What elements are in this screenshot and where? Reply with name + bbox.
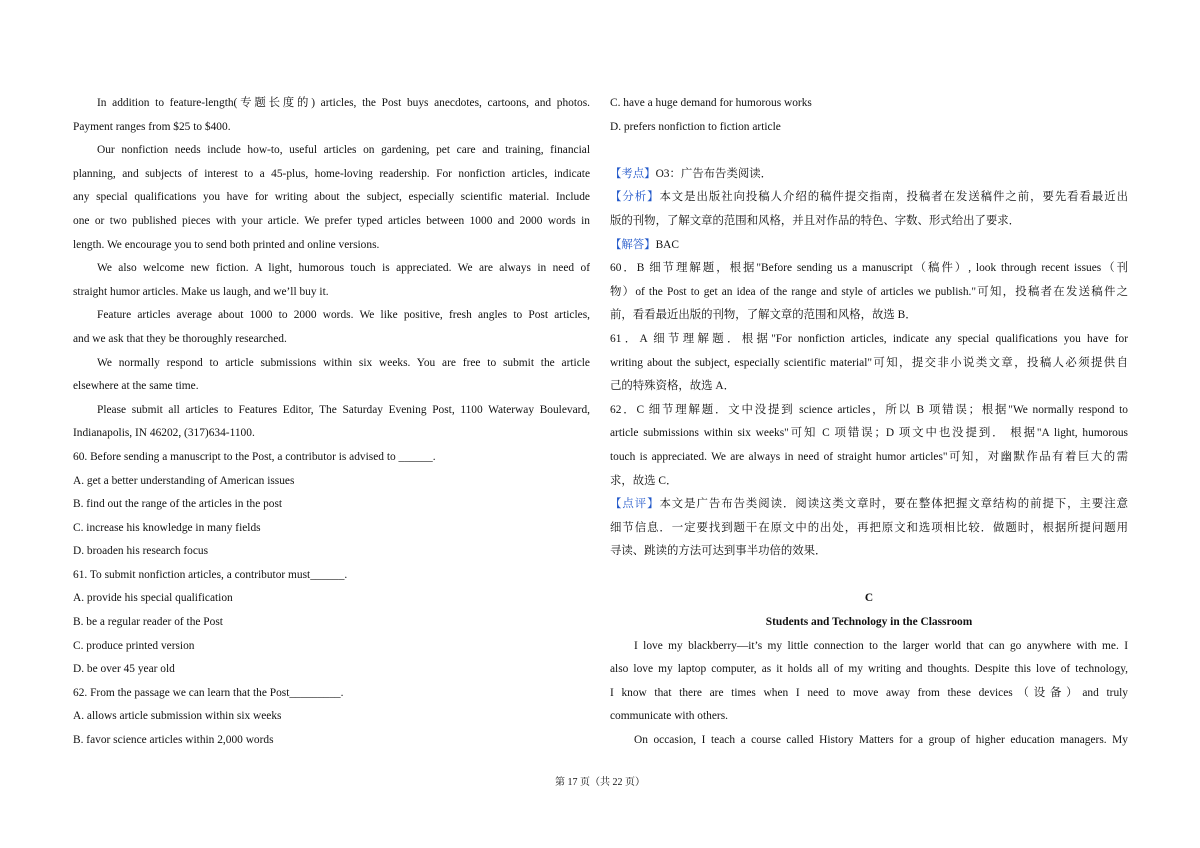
text-line [610, 399, 1128, 423]
line-text: 己的特殊资格，故选 A． [610, 380, 735, 393]
line-text: D. be over 45 year old [73, 663, 175, 676]
text-line [610, 375, 1128, 399]
text-line [73, 540, 590, 564]
text-line [610, 116, 1128, 140]
line-text: B. be a regular reader of the Post [73, 616, 223, 629]
line-text: 60．B 细节理解题，根据"Before sending us a manuscript（稿件）, look through recent issues（刊 [610, 262, 1128, 275]
line-text: C [864, 592, 874, 605]
line-text: one or two published pieces with your article. We prefer typed articles between 1000 and 2000 words in [73, 214, 590, 227]
text-line [73, 493, 590, 517]
text-line [610, 92, 1128, 116]
text-line [73, 186, 590, 210]
text-line [73, 163, 590, 187]
line-text: I love my blackberry—it’s my little connection to the larger world that can go anywhere with me. I [634, 639, 1128, 652]
section-tag: 【点评】 [610, 498, 660, 511]
section-tag: 【解答】 [610, 238, 656, 251]
line-text: 62．C 细节理解题．文中没提到 science articles，所以 B 项错误；根据"We normally respond to [610, 403, 1128, 416]
line-text: B. find out the range of the articles in the post [73, 498, 283, 511]
text-line [73, 658, 590, 682]
text-line [610, 540, 1128, 564]
text-line [73, 257, 590, 281]
text-line [73, 399, 590, 423]
line-text: Our nonfiction needs include how-to, useful articles on gardening, pet care and training, financial [97, 144, 590, 157]
right-column [610, 92, 1128, 753]
line-text: Indianapolis, IN 46202, (317)634-1100. [73, 427, 255, 440]
text-line [73, 328, 590, 352]
left-column [73, 92, 590, 753]
line-text: A. provide his special qualification [73, 592, 233, 605]
text-line [73, 705, 590, 729]
text-line [610, 304, 1128, 328]
text-line [73, 234, 590, 258]
text-line [73, 281, 590, 305]
text-line [610, 186, 1128, 210]
line-text: BAC [655, 238, 679, 251]
text-line [610, 234, 1128, 258]
line-text: O3：广告布告类阅读． [655, 167, 773, 180]
line-text: C. increase his knowledge in many fields [73, 521, 261, 534]
text-line [73, 564, 590, 588]
text-line [610, 328, 1128, 352]
text-line [73, 729, 590, 753]
section-tag: 【考点】 [610, 167, 656, 180]
line-text: A. allows article submission within six weeks [73, 710, 282, 723]
line-text: D. broaden his research focus [73, 545, 209, 558]
text-line [610, 210, 1128, 234]
line-text: straight humor articles. Make us laugh, and we’ll buy it. [73, 285, 329, 298]
text-line [73, 470, 590, 494]
line-text: 前，看看最近出版的刊物，了解文章的范围和风格，故选 B． [610, 309, 917, 322]
text-line [73, 375, 590, 399]
text-line [610, 635, 1128, 659]
line-text: elsewhere at the same time. [73, 380, 199, 393]
page-footer: 第 17 页（共 22 页） [555, 777, 645, 788]
line-text: In addition to feature-length(专题长度的) articles, the Post buys anecdotes, cartoons, and photos. [97, 97, 590, 109]
text-line [73, 422, 590, 446]
text-line [610, 658, 1128, 682]
text-line [73, 352, 590, 376]
text-line [610, 705, 1128, 729]
line-text: I know that there are times when I need to move away from these devices（设备）and truly [610, 686, 1128, 699]
text-line [610, 139, 1128, 163]
line-text: Students and Technology in the Classroom [765, 616, 973, 629]
line-text: any special qualifications you have for writing about the subject, especially scientific material. Include [73, 191, 590, 204]
line-text: 60. Before sending a manuscript to the Post, a contributor is advised to ______. [73, 450, 436, 463]
text-line [73, 139, 590, 163]
text-line [610, 682, 1128, 706]
text-line [73, 92, 590, 116]
line-text: communicate with others. [610, 710, 728, 723]
line-text: Feature articles average about 1000 to 2000 words. We like positive, fresh angles to Post articles, [97, 309, 590, 322]
text-line [73, 635, 590, 659]
line-text: C. produce printed version [73, 639, 195, 652]
line-text: 本文是广告布告类阅读．阅读这类文章时，要在整体把握文章结构的前提下，主要注意 [659, 498, 1128, 511]
line-text: B. favor science articles within 2,000 words [73, 734, 274, 747]
text-line [610, 587, 1128, 611]
line-text: touch is appreciated. We are always in need of straight humor articles"可知，对幽默作品有着巨大的需 [610, 450, 1128, 463]
line-text: 本文是出版社向投稿人介绍的稿件提交指南，投稿者在发送稿件之前，要先看看最近出 [659, 191, 1128, 204]
text-line [610, 564, 1128, 588]
line-text: length. We encourage you to send both printed and online versions. [73, 238, 380, 251]
line-text: writing about the subject, especially scientific material"可知，提交非小说类文章，投稿人必须提供自 [610, 356, 1128, 369]
text-line [73, 611, 590, 635]
text-line [610, 446, 1128, 470]
line-text: D. prefers nonfiction to fiction article [610, 120, 781, 133]
text-line [73, 210, 590, 234]
line-text: C. have a huge demand for humorous works [610, 97, 812, 109]
text-line [610, 163, 1128, 187]
text-line [73, 517, 590, 541]
line-text: 版的刊物，了解文章的范围和风格，并且对作品的特色、字数、形式给出了要求． [610, 214, 1021, 227]
text-line [610, 257, 1128, 281]
line-text: 62. From the passage we can learn that the Post_________. [73, 686, 344, 699]
text-line [610, 352, 1128, 376]
section-tag: 【分析】 [610, 191, 660, 204]
line-text: 61. To submit nonfiction articles, a contributor must______. [73, 568, 348, 581]
line-text: We normally respond to article submissions within six weeks. You are free to submit the article [97, 356, 590, 369]
text-line [610, 729, 1128, 753]
line-text: article submissions within six weeks"可知 C 项错误；D 项文中也没提到． 根据"A light, humorous [610, 427, 1128, 440]
text-line [610, 517, 1128, 541]
line-text: 寻读、跳读的方法可达到事半功倍的效果． [610, 545, 827, 558]
text-line [610, 611, 1128, 635]
text-line [610, 493, 1128, 517]
text-line [73, 116, 590, 140]
line-text: Please submit all articles to Features Editor, The Saturday Evening Post, 1100 Waterway Boulevard, [97, 403, 590, 416]
line-text: We also welcome new fiction. A light, humorous touch is appreciated. We are always in need of [97, 262, 590, 275]
text-line [73, 587, 590, 611]
line-text: and we ask that they be thoroughly researched. [73, 332, 287, 345]
text-line [73, 446, 590, 470]
line-text: 61．A 细节理解题．根据"For nonfiction articles, indicate any special qualifications you have for [610, 332, 1128, 345]
text-line [610, 422, 1128, 446]
text-line [73, 682, 590, 706]
text-line [73, 304, 590, 328]
line-text: 细节信息．一定要找到题干在原文中的出处，再把原文和选项相比较．做题时，根据所提问题用 [610, 521, 1128, 534]
line-text: 物）of the Post to get an idea of the range and style of articles we publish."可知，投稿者在发送稿件之 [610, 285, 1128, 298]
line-text: Payment ranges from $25 to $400. [73, 120, 231, 133]
line-text: also love my laptop computer, as it holds all of my writing and thoughts. Despite this love of technology, [610, 663, 1128, 676]
text-line [610, 470, 1128, 494]
line-text: On occasion, I teach a course called History Matters for a group of higher education managers. My [634, 734, 1128, 747]
line-text: A. get a better understanding of American issues [73, 474, 295, 487]
line-text: 求，故选 C． [610, 474, 678, 487]
text-line [610, 281, 1128, 305]
line-text: planning, and subjects of interest to a 45-plus, home-loving readership. For nonfiction articles, indicate [73, 167, 590, 180]
